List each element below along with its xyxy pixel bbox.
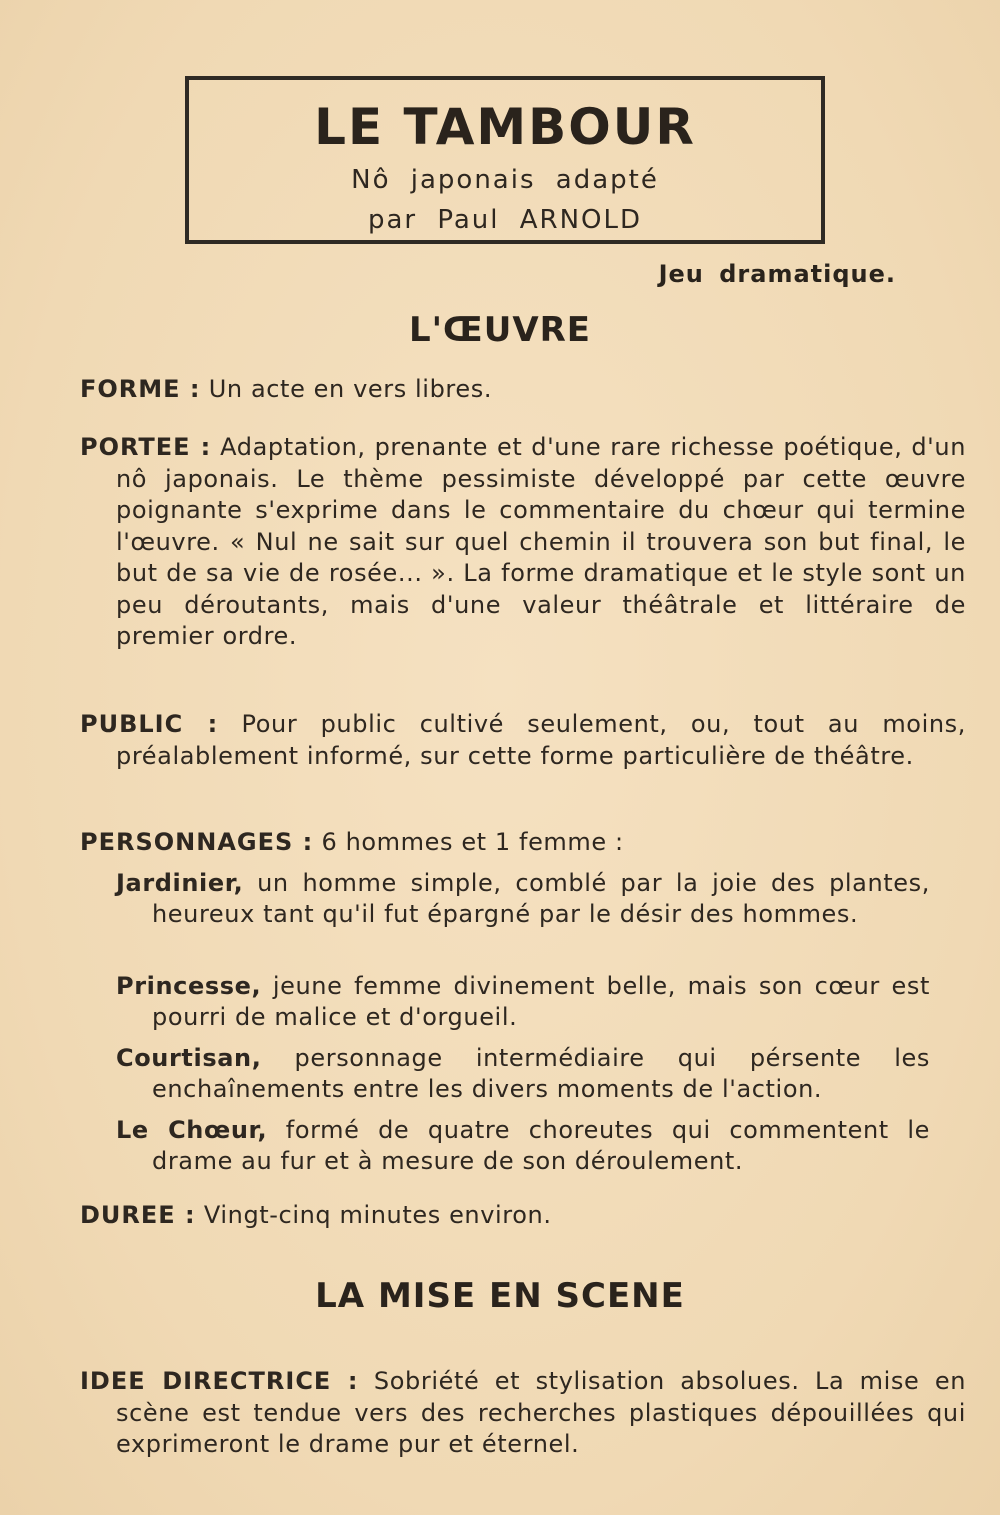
duree-text: Vingt-cinq minutes environ. bbox=[203, 1201, 552, 1229]
forme-paragraph bbox=[80, 374, 966, 406]
idee-text: Sobriété et stylisation absolues. La mise en scène est tendue vers des recherches plastiques dépouillées qui exprimeront le drame pur et éternel. bbox=[116, 1367, 967, 1458]
character-item bbox=[116, 971, 930, 1033]
forme-label: FORME : bbox=[80, 375, 201, 403]
subtitle-line-2: par Paul ARNOLD bbox=[367, 205, 643, 235]
idee-paragraph bbox=[80, 1366, 966, 1461]
character-description: un homme simple, comblé par la joie des plantes, heureux tant qu'il fut épargné par le désir des hommes. bbox=[152, 869, 931, 928]
portee-text: Adaptation, prenante et d'une rare richesse poétique, d'un nô japonais. Le thème pessimiste développé par cette œuvre poignante s'exprime dans le commentaire du chœur qui termine l'œuvre. « Nul ne sait sur quel chemin il trouvera son but final, le but de sa vie de rosée... ». La forme dramatique et le style sont un peu déroutants, mais d'une valeur théâtrale et littéraire de premier ordre. bbox=[116, 433, 967, 650]
character-description: personnage intermédiaire qui pérsente les enchaînements entre les divers moments de l'action. bbox=[152, 1044, 930, 1103]
genre-label: Jeu dramatique. bbox=[658, 260, 896, 288]
portee-label: PORTEE : bbox=[80, 433, 212, 461]
duree-label: DUREE : bbox=[80, 1201, 196, 1229]
public-text: Pour public cultivé seulement, ou, tout au moins, préalablement informé, sur cette forme particulière de théâtre. bbox=[116, 710, 966, 770]
character-description: jeune femme divinement belle, mais son cœur est pourri de malice et d'orgueil. bbox=[152, 972, 931, 1031]
character-item bbox=[116, 868, 930, 930]
personnages-text: 6 hommes et 1 femme : bbox=[321, 828, 624, 856]
character-item bbox=[116, 1043, 930, 1105]
portee-paragraph bbox=[80, 432, 966, 653]
character-name: Jardinier, bbox=[116, 869, 244, 897]
character-item bbox=[116, 1115, 930, 1177]
character-description: formé de quatre choreutes qui commentent le drame au fur et à mesure de son déroulement. bbox=[152, 1116, 930, 1175]
title-box bbox=[185, 76, 825, 244]
document-title: LE TAMBOUR bbox=[314, 98, 696, 156]
character-name: Princesse, bbox=[116, 972, 262, 1000]
personnages-paragraph bbox=[80, 827, 930, 859]
duree-paragraph bbox=[80, 1200, 930, 1232]
section-heading-oeuvre: L'ŒUVRE bbox=[408, 310, 592, 350]
character-name: Le Chœur, bbox=[116, 1116, 268, 1144]
section-heading-mise-en-scene: LA MISE EN SCENE bbox=[315, 1276, 685, 1316]
personnages-label: PERSONNAGES : bbox=[80, 828, 314, 856]
public-label: PUBLIC : bbox=[80, 710, 219, 738]
forme-text: Un acte en vers libres. bbox=[208, 375, 493, 403]
character-name: Courtisan, bbox=[116, 1044, 262, 1072]
subtitle-line-1: Nô japonais adapté bbox=[351, 165, 659, 195]
public-paragraph bbox=[80, 709, 966, 772]
idee-label: IDEE DIRECTRICE : bbox=[80, 1367, 359, 1395]
